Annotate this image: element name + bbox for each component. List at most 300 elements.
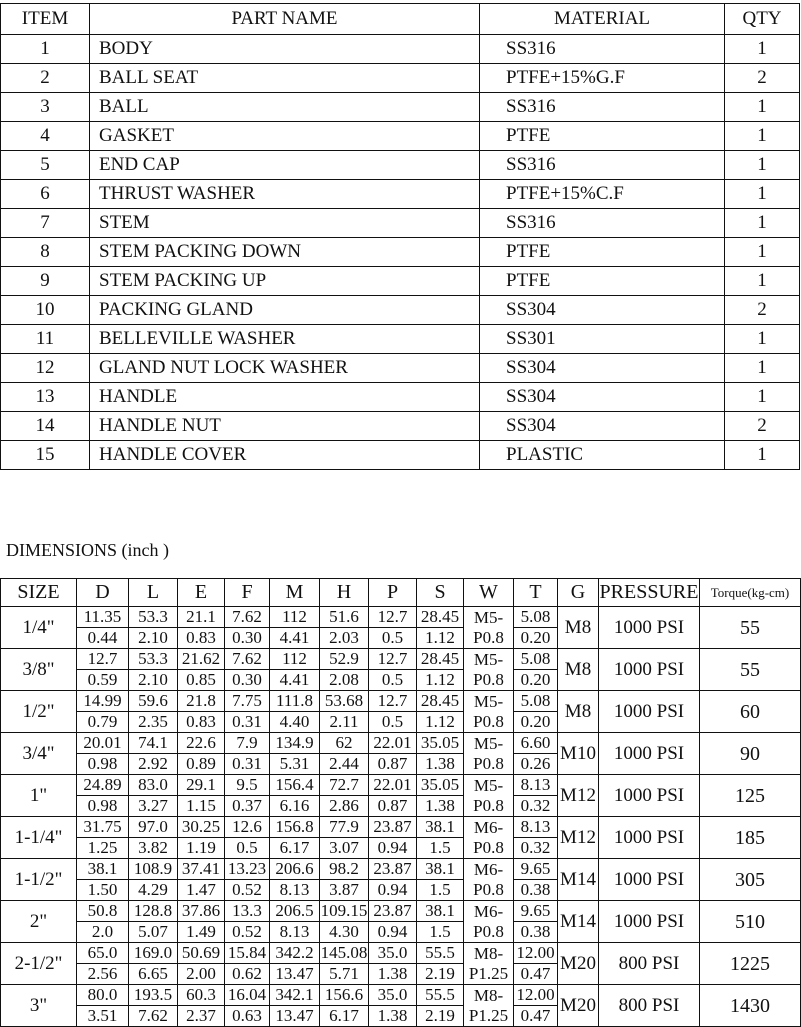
dim-value-mm: 37.41	[178, 859, 225, 880]
pressure-cell: 1000 PSI	[599, 901, 700, 943]
dim-value-mm: 38.1	[417, 901, 464, 922]
w-thread-top: M5-	[464, 607, 514, 628]
dim-value-mm: 109.15	[320, 901, 368, 920]
dim-value-inch: 2.08	[320, 670, 369, 691]
material-cell: SS301	[480, 325, 725, 354]
dim-value-mm: 112	[270, 649, 320, 670]
dim-value-inch: 0.98	[77, 796, 129, 817]
w-thread-bottom: P0.8	[464, 628, 514, 649]
dim-value-mm: 12.7	[369, 691, 417, 712]
t-value-inch: 0.38	[514, 880, 558, 901]
dim-value-mm: 52.9	[320, 649, 369, 670]
w-thread-top: M5-	[464, 649, 514, 670]
torque-cell: 1225	[700, 943, 801, 985]
dim-value-mm: 28.45	[417, 691, 464, 712]
table-row	[1, 733, 801, 754]
g-thread-cell: M20	[558, 943, 599, 985]
dim-value-mm: 13.3	[225, 901, 270, 922]
dim-value-inch: 3.07	[320, 838, 369, 859]
item-number-cell: 10	[1, 296, 90, 325]
dim-value-inch: 1.47	[178, 880, 225, 901]
t-value-inch: 0.32	[514, 796, 558, 817]
part-name-cell: GLAND NUT LOCK WASHER	[90, 354, 480, 383]
qty-cell: 1	[725, 238, 800, 267]
dim-value-inch: 6.17	[270, 838, 320, 859]
dim-value-mm: 7.75	[225, 691, 270, 712]
t-value-inch: 0.20	[514, 628, 558, 649]
table-row	[1, 238, 800, 267]
dim-value-inch: 0.37	[225, 796, 270, 817]
pressure-cell: 1000 PSI	[599, 607, 700, 649]
parts-table	[0, 3, 800, 470]
w-thread-top: M6-	[464, 817, 514, 838]
dim-value-inch: 1.5	[417, 922, 464, 943]
dim-value-mm: 193.5	[129, 985, 178, 1006]
dim-value-mm: 59.6	[129, 691, 178, 712]
dim-value-inch: 4.30	[320, 922, 369, 943]
g-thread-cell: M12	[558, 775, 599, 817]
part-name-cell: END CAP	[90, 151, 480, 180]
item-number-cell: 5	[1, 151, 90, 180]
dim-value-inch: 3.51	[77, 1006, 129, 1027]
header-part-name: PART NAME	[90, 4, 480, 35]
dim-value-inch: 0.31	[225, 712, 270, 733]
table-row	[1, 35, 800, 64]
qty-cell: 2	[725, 296, 800, 325]
item-number-cell: 2	[1, 64, 90, 93]
dim-value-inch: 0.59	[77, 670, 129, 691]
part-name-cell: HANDLE NUT	[90, 412, 480, 441]
table-row	[1, 859, 801, 880]
dim-value-inch: 1.38	[417, 754, 464, 775]
dim-value-inch: 2.56	[77, 964, 129, 985]
dim-value-mm: 38.1	[417, 817, 464, 838]
part-name-cell: BALL	[90, 93, 480, 122]
part-name-cell: GASKET	[90, 122, 480, 151]
g-thread-cell: M20	[558, 985, 599, 1027]
dimensions-title: DIMENSIONS (inch )	[6, 540, 169, 560]
dim-value-inch: 2.11	[320, 712, 369, 733]
dim-value-inch: 2.00	[178, 964, 225, 985]
item-number-cell: 9	[1, 267, 90, 296]
dim-value-mm: 21.8	[178, 691, 225, 712]
dim-value-mm: 83.0	[129, 775, 178, 796]
dim-header-cell: PRESSURE	[599, 579, 700, 607]
part-name-cell: THRUST WASHER	[90, 180, 480, 209]
qty-cell: 1	[725, 35, 800, 64]
torque-cell: 90	[700, 733, 801, 775]
size-cell: 1/2"	[1, 691, 77, 733]
dim-value-mm: 23.87	[369, 817, 417, 838]
dim-value-mm: 12.6	[225, 817, 270, 838]
t-value-inch: 0.38	[514, 922, 558, 943]
dim-header-cell: F	[225, 579, 270, 607]
dim-value-inch: 3.82	[129, 838, 178, 859]
dim-header-cell: D	[77, 579, 129, 607]
dim-value-mm: 37.86	[178, 901, 225, 922]
dim-value-inch: 1.25	[77, 838, 129, 859]
dim-header-cell: G	[558, 579, 599, 607]
dim-value-mm: 156.6	[320, 985, 369, 1006]
dim-value-mm: 23.87	[369, 901, 417, 922]
w-thread-top: M6-	[464, 859, 514, 880]
material-cell: PTFE+15%G.F	[480, 64, 725, 93]
material-cell: SS304	[480, 412, 725, 441]
dim-value-mm: 21.62	[178, 649, 225, 670]
w-thread-bottom: P1.25	[464, 964, 514, 985]
table-row	[1, 985, 801, 1006]
table-row	[1, 64, 800, 93]
qty-cell: 2	[725, 64, 800, 93]
dim-value-inch: 6.16	[270, 796, 320, 817]
dim-value-mm: 24.89	[77, 775, 129, 796]
dim-value-inch: 3.27	[129, 796, 178, 817]
dim-value-inch: 0.31	[225, 754, 270, 775]
table-row	[1, 649, 801, 670]
dim-value-mm: 98.2	[320, 859, 369, 880]
dimensions-table	[0, 578, 801, 1027]
table-row	[1, 354, 800, 383]
table-row	[1, 412, 800, 441]
pressure-cell: 1000 PSI	[599, 733, 700, 775]
dim-value-inch: 3.87	[320, 880, 369, 901]
table-row	[1, 383, 800, 412]
dim-value-mm: 7.62	[225, 649, 270, 670]
dim-value-mm: 35.0	[369, 985, 417, 1006]
t-value-inch: 0.47	[514, 964, 558, 985]
material-cell: PTFE	[480, 122, 725, 151]
table-row	[1, 901, 801, 922]
header-item: ITEM	[1, 4, 90, 35]
dim-value-mm: 206.6	[270, 859, 320, 880]
item-number-cell: 15	[1, 441, 90, 470]
dim-value-inch: 0.52	[225, 922, 270, 943]
dim-value-inch: 2.03	[320, 628, 369, 649]
dim-value-inch: 2.10	[129, 670, 178, 691]
material-cell: SS316	[480, 35, 725, 64]
table-row	[1, 325, 800, 354]
dim-value-mm: 51.6	[320, 607, 369, 628]
part-name-cell: HANDLE COVER	[90, 441, 480, 470]
dim-value-mm: 134.9	[270, 733, 320, 754]
pressure-cell: 800 PSI	[599, 943, 700, 985]
dim-value-mm: 21.1	[178, 607, 225, 628]
t-value-inch: 0.20	[514, 712, 558, 733]
dim-value-mm: 38.1	[77, 859, 129, 880]
g-thread-cell: M12	[558, 817, 599, 859]
size-cell: 2-1/2"	[1, 943, 77, 985]
qty-cell: 1	[725, 383, 800, 412]
dim-value-mm: 28.45	[417, 649, 464, 670]
material-cell: SS316	[480, 209, 725, 238]
dim-value-inch: 0.5	[369, 712, 417, 733]
dim-value-mm: 16.04	[225, 985, 270, 1006]
dim-value-inch: 4.29	[129, 880, 178, 901]
w-thread-top: M8-	[464, 985, 514, 1006]
item-number-cell: 8	[1, 238, 90, 267]
dim-value-mm: 80.0	[77, 985, 129, 1006]
dim-value-inch: 0.63	[225, 1006, 270, 1027]
dim-value-mm: 62	[320, 733, 369, 754]
dim-value-inch: 0.87	[369, 754, 417, 775]
t-value-mm: 5.08	[514, 607, 558, 628]
dim-value-inch: 2.92	[129, 754, 178, 775]
size-cell: 3/8"	[1, 649, 77, 691]
item-number-cell: 12	[1, 354, 90, 383]
dim-value-inch: 0.89	[178, 754, 225, 775]
dim-value-inch: 2.10	[129, 628, 178, 649]
part-name-cell: BALL SEAT	[90, 64, 480, 93]
item-number-cell: 14	[1, 412, 90, 441]
w-thread-bottom: P0.8	[464, 670, 514, 691]
table-row	[1, 151, 800, 180]
dim-value-mm: 128.8	[129, 901, 178, 922]
pressure-cell: 1000 PSI	[599, 691, 700, 733]
size-cell: 3"	[1, 985, 77, 1027]
table-row	[1, 180, 800, 209]
table-row	[1, 943, 801, 964]
dim-value-mm: 13.23	[225, 859, 270, 880]
dim-value-inch: 4.41	[270, 670, 320, 691]
t-value-mm: 12.00	[514, 985, 558, 1006]
dim-value-inch: 4.41	[270, 628, 320, 649]
dim-value-inch: 0.30	[225, 628, 270, 649]
material-cell: PTFE	[480, 267, 725, 296]
dim-value-inch: 1.49	[178, 922, 225, 943]
dim-value-inch: 5.07	[129, 922, 178, 943]
dimensions-header-row	[1, 579, 801, 607]
torque-cell: 305	[700, 859, 801, 901]
table-row	[1, 607, 801, 628]
material-cell: SS316	[480, 93, 725, 122]
dim-value-inch: 0.79	[77, 712, 129, 733]
pressure-cell: 1000 PSI	[599, 649, 700, 691]
dim-value-mm: 12.7	[369, 649, 417, 670]
qty-cell: 1	[725, 209, 800, 238]
dim-value-inch: 1.12	[417, 628, 464, 649]
g-thread-cell: M14	[558, 901, 599, 943]
w-thread-bottom: P0.8	[464, 880, 514, 901]
material-cell: PTFE	[480, 238, 725, 267]
dim-value-mm: 35.05	[417, 775, 464, 796]
torque-cell: 55	[700, 607, 801, 649]
dim-value-inch: 0.87	[369, 796, 417, 817]
qty-cell: 1	[725, 93, 800, 122]
w-thread-top: M5-	[464, 775, 514, 796]
dim-value-inch: 0.62	[225, 964, 270, 985]
table-row	[1, 267, 800, 296]
t-value-inch: 0.26	[514, 754, 558, 775]
t-value-inch: 0.47	[514, 1006, 558, 1027]
dim-value-mm: 31.75	[77, 817, 129, 838]
dim-value-inch: 1.12	[417, 670, 464, 691]
qty-cell: 1	[725, 267, 800, 296]
item-number-cell: 1	[1, 35, 90, 64]
part-name-cell: BODY	[90, 35, 480, 64]
dim-value-mm: 50.69	[178, 943, 225, 964]
dim-value-inch: 7.62	[129, 1006, 178, 1027]
dim-value-mm: 112	[270, 607, 320, 628]
dim-header-cell: T	[514, 579, 558, 607]
item-number-cell: 13	[1, 383, 90, 412]
torque-cell: 185	[700, 817, 801, 859]
dim-value-mm: 53.68	[320, 691, 369, 712]
w-thread-bottom: P0.8	[464, 796, 514, 817]
dim-value-mm: 22.6	[178, 733, 225, 754]
dim-value-inch: 4.40	[270, 712, 320, 733]
g-thread-cell: M8	[558, 607, 599, 649]
dim-value-inch: 8.13	[270, 922, 320, 943]
dim-value-mm: 65.0	[77, 943, 129, 964]
dim-value-inch: 0.5	[369, 670, 417, 691]
dim-value-inch: 2.35	[129, 712, 178, 733]
dim-header-cell: W	[464, 579, 514, 607]
t-value-mm: 5.08	[514, 649, 558, 670]
pressure-cell: 1000 PSI	[599, 859, 700, 901]
header-qty: QTY	[725, 4, 800, 35]
size-cell: 2"	[1, 901, 77, 943]
torque-cell: 510	[700, 901, 801, 943]
g-thread-cell: M8	[558, 649, 599, 691]
qty-cell: 1	[725, 354, 800, 383]
dim-header-cell: M	[270, 579, 320, 607]
pressure-cell: 800 PSI	[599, 985, 700, 1027]
material-cell: SS304	[480, 383, 725, 412]
dim-value-mm: 12.7	[77, 649, 129, 670]
dim-value-mm: 14.99	[77, 691, 129, 712]
t-value-mm: 9.65	[514, 901, 558, 922]
dim-value-inch: 0.52	[225, 880, 270, 901]
table-row	[1, 122, 800, 151]
dim-value-inch: 1.12	[417, 712, 464, 733]
table-row	[1, 775, 801, 796]
table-row	[1, 691, 801, 712]
dim-header-cell: P	[369, 579, 417, 607]
part-name-cell: HANDLE	[90, 383, 480, 412]
dim-value-inch: 1.5	[417, 880, 464, 901]
qty-cell: 1	[725, 151, 800, 180]
w-thread-bottom: P0.8	[464, 922, 514, 943]
g-thread-cell: M8	[558, 691, 599, 733]
torque-cell: 1430	[700, 985, 801, 1027]
dim-header-cell: L	[129, 579, 178, 607]
dim-value-inch: 1.38	[417, 796, 464, 817]
torque-cell: 55	[700, 649, 801, 691]
dim-value-inch: 1.38	[369, 1006, 417, 1027]
header-material: MATERIAL	[480, 4, 725, 35]
material-cell: SS304	[480, 354, 725, 383]
dim-value-mm: 38.1	[417, 859, 464, 880]
material-cell: PLASTIC	[480, 441, 725, 470]
dim-value-mm: 7.62	[225, 607, 270, 628]
dim-value-mm: 22.01	[369, 775, 417, 796]
dim-value-mm: 22.01	[369, 733, 417, 754]
table-row	[1, 209, 800, 238]
dim-value-mm: 60.3	[178, 985, 225, 1006]
dim-value-mm: 72.7	[320, 775, 369, 796]
part-name-cell: PACKING GLAND	[90, 296, 480, 325]
t-value-mm: 5.08	[514, 691, 558, 712]
t-value-mm: 6.60	[514, 733, 558, 754]
dim-value-mm: 50.8	[77, 901, 129, 922]
material-cell: SS316	[480, 151, 725, 180]
dim-value-mm: 342.2	[270, 943, 320, 964]
item-number-cell: 6	[1, 180, 90, 209]
dim-value-inch: 1.15	[178, 796, 225, 817]
dim-value-inch: 5.31	[270, 754, 320, 775]
dim-value-mm: 23.87	[369, 859, 417, 880]
dim-value-inch: 1.19	[178, 838, 225, 859]
w-thread-bottom: P0.8	[464, 712, 514, 733]
qty-cell: 1	[725, 325, 800, 354]
dim-value-inch: 6.65	[129, 964, 178, 985]
dim-value-mm: 12.7	[369, 607, 417, 628]
table-row	[1, 296, 800, 325]
dim-value-inch: 0.98	[77, 754, 129, 775]
dim-value-mm: 11.35	[77, 607, 129, 628]
torque-cell: 125	[700, 775, 801, 817]
t-value-inch: 0.20	[514, 670, 558, 691]
t-value-inch: 0.32	[514, 838, 558, 859]
dim-value-inch: 1.38	[369, 964, 417, 985]
dim-value-inch: 0.5	[225, 838, 270, 859]
dim-value-inch: 2.0	[77, 922, 129, 943]
w-thread-top: M8-	[464, 943, 514, 964]
item-number-cell: 11	[1, 325, 90, 354]
w-thread-bottom: P1.25	[464, 1006, 514, 1027]
dim-value-inch: 13.47	[270, 964, 320, 985]
part-name-cell: STEM PACKING UP	[90, 267, 480, 296]
dim-value-inch: 0.94	[369, 838, 417, 859]
qty-cell: 1	[725, 180, 800, 209]
dim-value-mm: 53.3	[129, 649, 178, 670]
size-cell: 1/4"	[1, 607, 77, 649]
t-value-mm: 9.65	[514, 859, 558, 880]
dim-value-mm: 108.9	[129, 859, 178, 880]
t-value-mm: 8.13	[514, 775, 558, 796]
dim-value-inch: 0.94	[369, 880, 417, 901]
dim-value-inch: 0.5	[369, 628, 417, 649]
qty-cell: 1	[725, 441, 800, 470]
table-row	[1, 93, 800, 122]
size-cell: 1-1/4"	[1, 817, 77, 859]
g-thread-cell: M14	[558, 859, 599, 901]
dim-header-cell: H	[320, 579, 369, 607]
item-number-cell: 4	[1, 122, 90, 151]
w-thread-top: M5-	[464, 733, 514, 754]
dim-value-inch: 5.71	[320, 964, 369, 985]
dim-value-mm: 169.0	[129, 943, 178, 964]
w-thread-bottom: P0.8	[464, 838, 514, 859]
dim-value-mm: 74.1	[129, 733, 178, 754]
dim-value-inch: 1.50	[77, 880, 129, 901]
item-number-cell: 7	[1, 209, 90, 238]
pressure-cell: 1000 PSI	[599, 775, 700, 817]
item-number-cell: 3	[1, 93, 90, 122]
part-name-cell: STEM PACKING DOWN	[90, 238, 480, 267]
w-thread-top: M5-	[464, 691, 514, 712]
dim-value-inch: 8.13	[270, 880, 320, 901]
pressure-cell: 1000 PSI	[599, 817, 700, 859]
dim-value-mm: 53.3	[129, 607, 178, 628]
dim-value-mm: 20.01	[77, 733, 129, 754]
dim-value-inch: 2.19	[417, 1006, 464, 1027]
dim-value-mm: 55.5	[417, 943, 464, 964]
qty-cell: 1	[725, 122, 800, 151]
material-cell: SS304	[480, 296, 725, 325]
part-name-cell: BELLEVILLE WASHER	[90, 325, 480, 354]
dim-value-mm: 30.25	[178, 817, 225, 838]
